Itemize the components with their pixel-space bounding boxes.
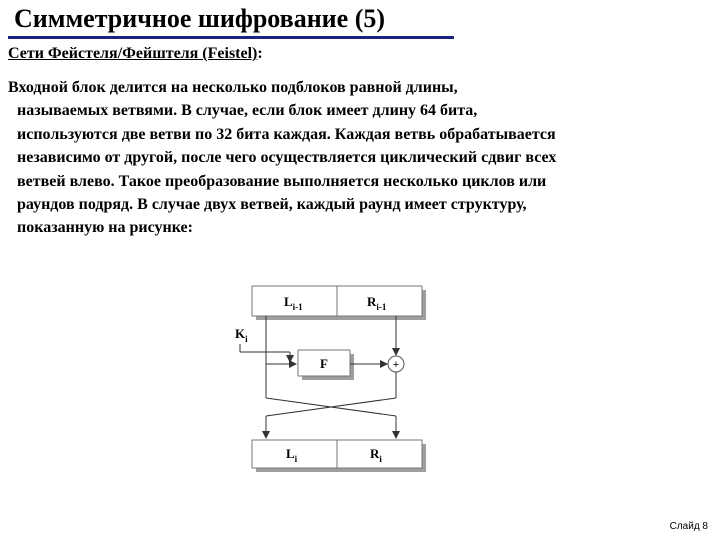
- paragraph-line: независимо от другой, после чего осуществляется циклический сдвиг всех: [17, 149, 557, 167]
- section-heading-colon: :: [257, 45, 263, 62]
- section-heading: [8, 44, 263, 64]
- paragraph-line: раундов подряд. В случае двух ветвей, каждый раунд имеет структуру,: [17, 196, 527, 214]
- bottom-left-label: $L_i$: [286, 446, 298, 464]
- top-left-label: $L_{i-1}$: [284, 294, 303, 312]
- xor-node: [388, 356, 404, 372]
- function-f-box: [298, 350, 354, 380]
- slide-title: Симметричное шифрование (5): [14, 4, 386, 33]
- paragraph-line: называемых ветвями. В случае, если блок имеет длину 64 бита,: [17, 102, 478, 120]
- slide-number: Слайд 8: [669, 521, 708, 532]
- feistel-round-diagram: [230, 280, 430, 475]
- bottom-register: [252, 440, 426, 472]
- bottom-right-label: $R_i$: [370, 446, 382, 464]
- key-label: $K_i$: [235, 326, 248, 344]
- title-underline: [8, 36, 454, 39]
- paragraph-line: используются две ветви по 32 бита каждая. Каждая ветвь обрабатывается: [17, 125, 556, 143]
- key-line: [240, 344, 290, 362]
- function-label: F: [320, 356, 328, 371]
- section-heading-text: Сети Фейстеля/Фейштеля (Feistel): [8, 45, 258, 62]
- top-register: [252, 286, 426, 320]
- xor-symbol: +: [392, 359, 400, 371]
- paragraph-line: ветвей влево. Такое преобразование выполняется несколько циклов или: [17, 172, 547, 190]
- paragraph-line: показанную на рисунке:: [17, 219, 193, 237]
- body-paragraph: [8, 76, 708, 240]
- paragraph-line: Входной блок делится на несколько подблоков равной длины,: [8, 79, 458, 96]
- top-right-label: $R_{i-1}$: [367, 294, 387, 312]
